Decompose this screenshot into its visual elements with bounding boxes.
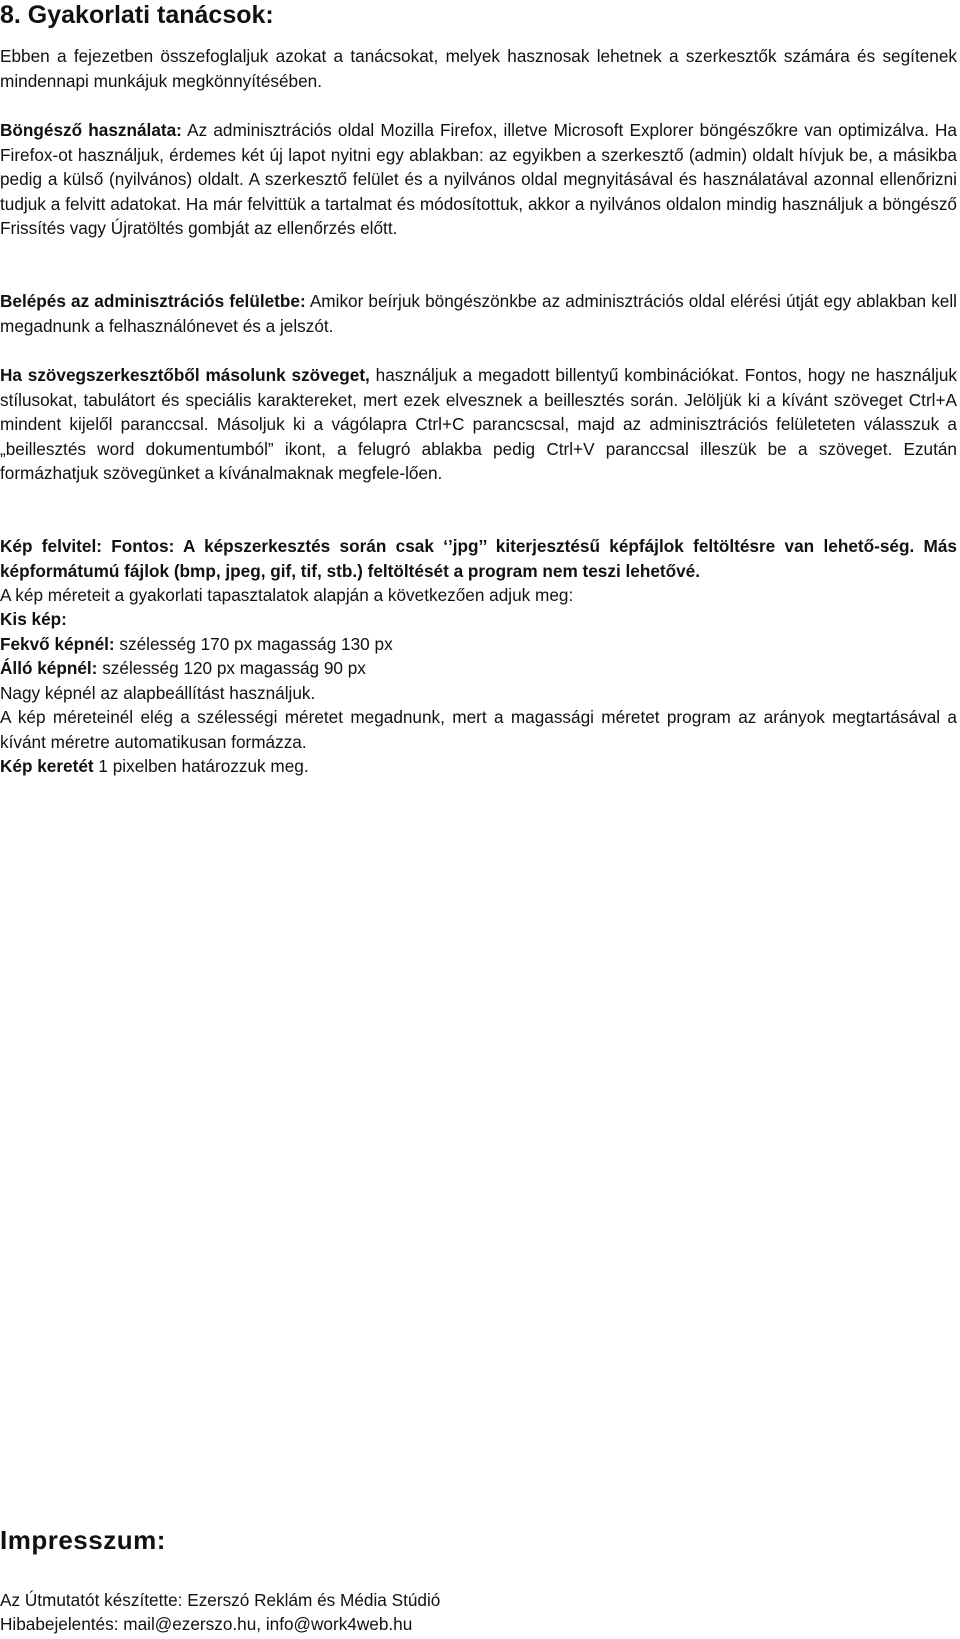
login-paragraph — [0, 289, 957, 338]
login-heading: Belépés az adminisztrációs felületbe: — [0, 291, 306, 311]
impressum-title: Impresszum: — [0, 1525, 166, 1555]
width-note: A kép méreteinél elég a szélességi méretet megadnunk, mert a magassági méretet program az arányok megtartásával a kívánt méretre automatikusan formázza. — [0, 707, 957, 752]
copy-text: használjuk a megadott billentyű kombinációkat. Fontos, hogy ne használjuk stílusokat, tabulátort és speciális karaktereket, mert ezek elvesznek a beillesztés során. Jelöljük ki a kívánt szöveget Ctrl+A mindent kijelől paranccsal. Másoljuk ki a vágólapra Ctrl+C parancscsal, majd az adminisztrációs felületeten válasszuk a „beillesztés word dokumentumból” ikont, a felugró ablakba pedig Ctrl+V paranccsal illeszük be a szöveget. Ezután formázhatjuk szövegünket a kívánalmaknak megfele-lően. — [0, 365, 958, 484]
landscape-value: szélesség 170 px magasság 130 px — [114, 634, 393, 654]
small-image-heading: Kis kép: — [0, 609, 67, 629]
image-size-intro: A kép méreteit a gyakorlati tapasztalatok alapján a következően adjuk meg: — [0, 585, 574, 605]
browser-paragraph — [0, 118, 957, 241]
impressum-contact: Hibabejelentés: mail@ezerszo.hu, info@work4web.hu — [0, 1614, 413, 1634]
portrait-label: Álló képnél: — [0, 658, 98, 678]
large-image-note: Nagy képnél az alapbeállítást használjuk. — [0, 683, 316, 703]
browser-text: Az adminisztrációs oldal Mozilla Firefox, illetve Microsoft Explorer böngészőkre van optimizálva. Ha Firefox-ot használjuk, érdemes két új lapot nyitni egy ablakban: az egyikben a szerkesztő (admin) oldalt hívjuk be, a másikba pedig a külső (nyilvános) oldalt. A szerkesztő felület és a nyilvános oldal megnyitásával és használatával azonnal ellenőrizni tudjuk a felvitt adatokat. Ha már felvittük a tartalmat és módosítottuk, akkor a nyilvános oldalon mindig használjuk a böngésző Frissítés vagy Újratöltés gombját az ellenőrzés előtt. — [0, 120, 957, 239]
landscape-size — [0, 632, 393, 657]
portrait-size — [0, 656, 366, 681]
page-title: 8. Gyakorlati tanácsok: — [0, 1, 274, 29]
copy-paragraph — [0, 363, 957, 486]
landscape-label: Fekvő képnél: — [0, 634, 115, 654]
border-note — [0, 754, 309, 779]
border-value: 1 pixelben határozzuk meg. — [93, 756, 309, 776]
intro-paragraph: Ebben a fejezetben összefoglaljuk azokat a tanácsokat, melyek hasznosak lehetnek a szerkesztők számára és segítenek mindennapi munkájuk megkönnyítésében. — [0, 46, 957, 91]
portrait-value: szélesség 120 px magasság 90 px — [97, 658, 366, 678]
impressum-author: Az Útmutatót készítette: Ezerszó Reklám és Média Stúdió — [0, 1590, 441, 1610]
image-notice: Kép felvitel: Fontos: A képszerkesztés során csak ‘’jpg’’ kiterjesztésű képfájlok feltöltésre van lehető-ség. Más képformátumú fájlok (bmp, jpeg, gif, tif, stb.) feltöltését a program nem teszi lehetővé. — [0, 536, 957, 581]
copy-heading: Ha szövegszerkesztőből másolunk szöveget, — [0, 365, 370, 385]
login-text: Amikor beírjuk böngészönkbe az adminisztrációs oldal elérési útját egy ablakban kell megadnunk a felhasználónevet és a jelszót. — [0, 291, 958, 336]
browser-heading: Böngésző használata: — [0, 120, 182, 140]
border-label: Kép keretét — [0, 756, 94, 776]
